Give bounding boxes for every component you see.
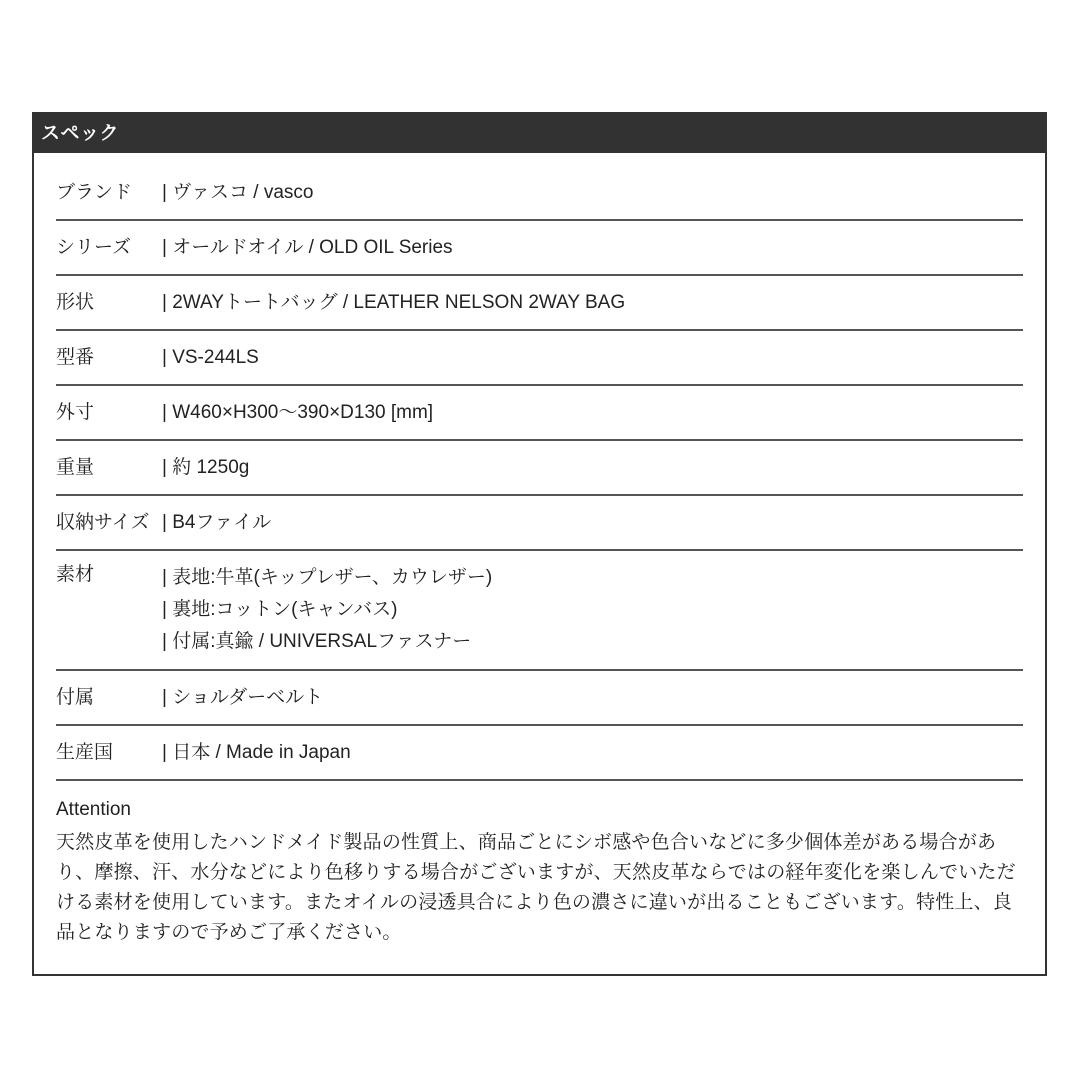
spec-row-value: [162, 290, 1023, 315]
spec-row-value: [162, 510, 1023, 535]
attention-section: [56, 781, 1023, 974]
spec-rows: [56, 153, 1023, 781]
spec-row-value-line: | VS-244LS: [162, 347, 259, 368]
spec-row-value-line: | 2WAYトートバッグ / LEATHER NELSON 2WAY BAG: [162, 292, 626, 313]
spec-row-value-line: | オールドオイル / OLD OIL Series: [162, 237, 453, 258]
spec-row-value-line: | W460×H300〜390×D130 [mm]: [162, 402, 434, 423]
spec-row-country-of-origin: [56, 726, 1023, 781]
spec-row-material: [56, 551, 1023, 671]
spec-row-value-line: | ヴァスコ / vasco: [162, 182, 314, 203]
spec-row-series: [56, 221, 1023, 276]
spec-row-value: [162, 400, 1023, 425]
spec-row-label: 形状: [56, 292, 95, 313]
spec-row-label: 重量: [56, 457, 95, 478]
spec-section: [32, 112, 1047, 976]
spec-row-weight: [56, 441, 1023, 496]
spec-row-accessory: [56, 671, 1023, 726]
spec-row-value-line: | 約 1250g: [162, 457, 250, 478]
spec-row-value: [162, 685, 1023, 710]
attention-title: Attention: [56, 799, 131, 820]
spec-row-value: [162, 235, 1023, 260]
spec-row-label: 素材: [56, 564, 95, 585]
spec-row-value: [162, 180, 1023, 205]
spec-row-label: ブランド: [56, 182, 133, 203]
spec-title: スペック: [41, 123, 120, 144]
spec-row-value: [162, 345, 1023, 370]
spec-row-label: 型番: [56, 347, 95, 368]
attention-body: 天然皮革を使用したハンドメイド製品の性質上、商品ごとにシボ感や色合いなどに多少個体差がある場合があり、摩擦、汗、水分などにより色移りする場合がございますが、天然皮革ならではの経年変化を楽しんでいただける素材を使用しています。またオイルの浸透具合により色の濃さに違いが出ることもございます。特性上、良品となりますので予めご了承ください。: [56, 832, 1016, 943]
spec-row-value: [162, 740, 1023, 765]
spec-row-value-line: | ショルダーベルト: [162, 687, 324, 708]
spec-row-label: 生産国: [56, 742, 114, 763]
spec-row-value-line: | 裏地:コットン(キャンバス): [162, 599, 398, 620]
spec-header-bar: [34, 114, 1045, 153]
spec-row-value-line: | 付属:真鍮 / UNIVERSALファスナー: [162, 631, 472, 652]
spec-row-value: [162, 455, 1023, 480]
spec-row-value-line: | B4ファイル: [162, 512, 272, 533]
spec-row-label: 外寸: [56, 402, 95, 423]
spec-row-label: 収納サイズ: [56, 512, 150, 533]
spec-row-dimensions: [56, 386, 1023, 441]
spec-row-value-line: | 日本 / Made in Japan: [162, 742, 351, 763]
spec-row-storage-size: [56, 496, 1023, 551]
spec-row-model-number: [56, 331, 1023, 386]
spec-row-value-line: | 表地:牛革(キップレザー、カウレザー): [162, 567, 493, 588]
spec-row-value: [162, 562, 1023, 658]
spec-row-shape: [56, 276, 1023, 331]
spec-row-brand: [56, 166, 1023, 221]
spec-row-label: 付属: [56, 687, 95, 708]
spec-row-label: シリーズ: [56, 237, 132, 258]
